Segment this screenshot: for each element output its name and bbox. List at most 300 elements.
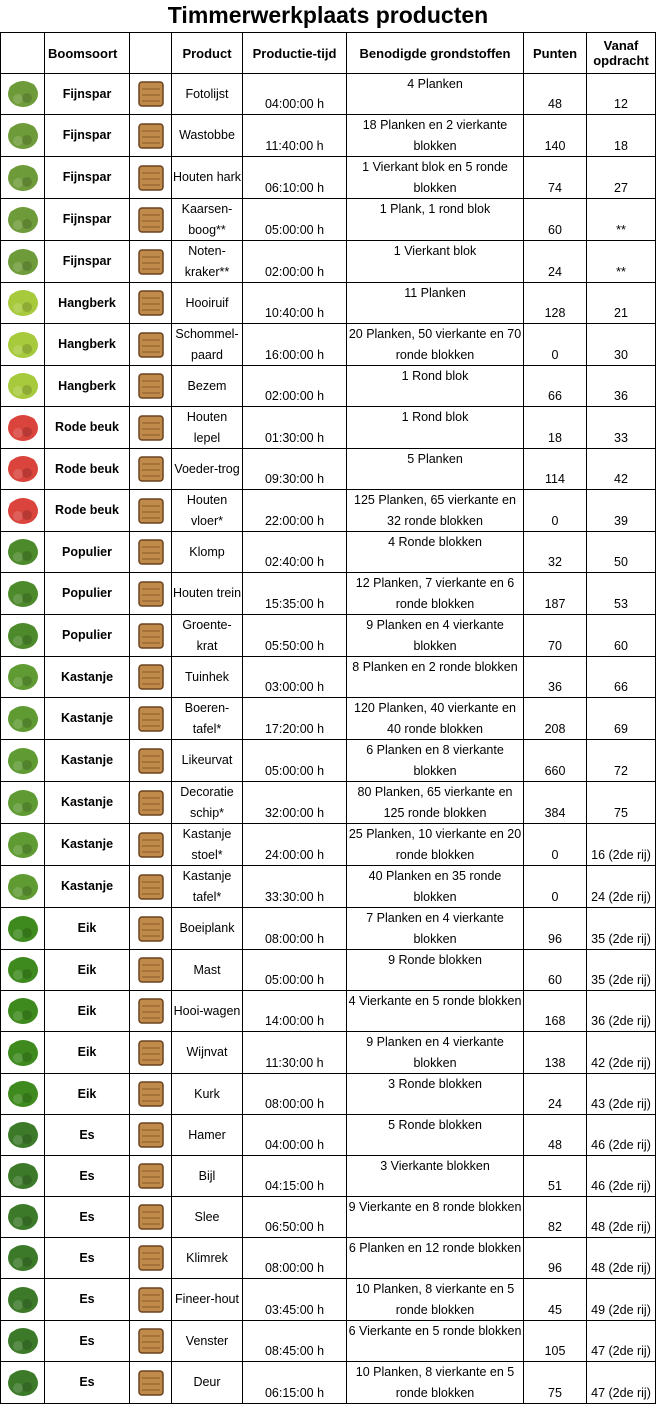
tree-image-cell xyxy=(1,283,45,324)
product-name: Mast xyxy=(172,950,243,991)
product-image-cell xyxy=(130,866,172,908)
required-materials: 1 Vierkant blok xyxy=(347,241,524,283)
production-time: 04:00:00 h xyxy=(243,1115,347,1156)
points: 60 xyxy=(524,950,587,991)
product-name: Wastobbe xyxy=(172,115,243,157)
product-name: Bezem xyxy=(172,366,243,407)
table-row xyxy=(1,1115,656,1156)
product-image-cell xyxy=(130,573,172,615)
table-row xyxy=(1,1074,656,1115)
climbing-frame-icon xyxy=(132,1240,170,1276)
candle-arch-icon xyxy=(132,202,170,238)
product-name: Hamer xyxy=(172,1115,243,1156)
production-time: 16:00:00 h xyxy=(243,324,347,366)
washtub-icon xyxy=(132,118,170,154)
product-name: Tuinhek xyxy=(172,657,243,698)
required-materials: 5 Ronde blokken xyxy=(347,1115,524,1156)
product-name: Noten-kraker** xyxy=(172,241,243,283)
product-image-cell xyxy=(130,615,172,657)
required-materials: 125 Planken, 65 vierkante en 32 ronde blokken xyxy=(347,490,524,532)
product-image-cell xyxy=(130,1362,172,1404)
points: 70 xyxy=(524,615,587,657)
tree-image-cell xyxy=(1,324,45,366)
product-name: Boeiplank xyxy=(172,908,243,950)
product-name: Wijnvat xyxy=(172,1032,243,1074)
tree-image-cell xyxy=(1,657,45,698)
tree-image-cell xyxy=(1,366,45,407)
required-materials: 4 Ronde blokken xyxy=(347,532,524,573)
points: 138 xyxy=(524,1032,587,1074)
table-row xyxy=(1,366,656,407)
from-quest: 72 xyxy=(587,740,656,782)
points: 24 xyxy=(524,241,587,283)
production-time: 15:35:00 h xyxy=(243,573,347,615)
tree-image-cell xyxy=(1,449,45,490)
tree-image-cell xyxy=(1,1032,45,1074)
required-materials: 6 Vierkante en 5 ronde blokken xyxy=(347,1321,524,1362)
points: 82 xyxy=(524,1197,587,1238)
from-quest: 33 xyxy=(587,407,656,449)
tree-species: Es xyxy=(45,1156,130,1197)
table-row xyxy=(1,283,656,324)
tree-image-cell xyxy=(1,866,45,908)
tree-icon xyxy=(5,203,41,237)
tree-icon xyxy=(5,1366,41,1400)
required-materials: 3 Ronde blokken xyxy=(347,1074,524,1115)
required-materials: 7 Planken en 4 vierkante blokken xyxy=(347,908,524,950)
product-name: Houten vloer* xyxy=(172,490,243,532)
tree-species: Eik xyxy=(45,991,130,1032)
table-row xyxy=(1,490,656,532)
production-time: 17:20:00 h xyxy=(243,698,347,740)
tree-species: Hangberk xyxy=(45,283,130,324)
vegetable-crate-icon xyxy=(132,618,170,654)
product-name: Fineer-hout xyxy=(172,1279,243,1321)
nutcracker-icon xyxy=(132,244,170,280)
tree-icon xyxy=(5,702,41,736)
product-image-cell xyxy=(130,241,172,283)
from-quest: 43 (2de rij) xyxy=(587,1074,656,1115)
production-time: 05:50:00 h xyxy=(243,615,347,657)
tree-icon xyxy=(5,119,41,153)
from-quest: 47 (2de rij) xyxy=(587,1321,656,1362)
table-row xyxy=(1,1156,656,1197)
tree-image-cell xyxy=(1,615,45,657)
production-time: 06:15:00 h xyxy=(243,1362,347,1404)
table-row xyxy=(1,950,656,991)
tree-icon xyxy=(5,1036,41,1070)
from-quest: 30 xyxy=(587,324,656,366)
tree-species: Rode beuk xyxy=(45,490,130,532)
tree-icon xyxy=(5,161,41,195)
table-row xyxy=(1,157,656,199)
product-name: Hooiruif xyxy=(172,283,243,324)
required-materials: 5 Planken xyxy=(347,449,524,490)
tree-icon xyxy=(5,77,41,111)
tree-image-cell xyxy=(1,1321,45,1362)
product-image-cell xyxy=(130,1321,172,1362)
tree-icon xyxy=(5,744,41,778)
tree-image-cell xyxy=(1,1279,45,1321)
from-quest: 75 xyxy=(587,782,656,824)
tree-image-cell xyxy=(1,115,45,157)
from-quest: 16 (2de rij) xyxy=(587,824,656,866)
from-quest: 35 (2de rij) xyxy=(587,908,656,950)
tree-image-cell xyxy=(1,1362,45,1404)
product-name: Kurk xyxy=(172,1074,243,1115)
production-time: 03:45:00 h xyxy=(243,1279,347,1321)
product-name: Houten trein xyxy=(172,573,243,615)
tree-species: Kastanje xyxy=(45,824,130,866)
points: 32 xyxy=(524,532,587,573)
product-image-cell xyxy=(130,283,172,324)
product-image-cell xyxy=(130,366,172,407)
tree-image-cell xyxy=(1,824,45,866)
product-name: Slee xyxy=(172,1197,243,1238)
tree-icon xyxy=(5,1241,41,1275)
tree-species: Hangberk xyxy=(45,324,130,366)
tree-image-cell xyxy=(1,241,45,283)
plank-icon xyxy=(132,911,170,947)
required-materials: 1 Rond blok xyxy=(347,366,524,407)
tree-icon xyxy=(5,1118,41,1152)
tree-icon xyxy=(5,1200,41,1234)
points: 45 xyxy=(524,1279,587,1321)
from-quest: 24 (2de rij) xyxy=(587,866,656,908)
table-row xyxy=(1,407,656,449)
header-production-time: Productie-tijd xyxy=(243,33,347,74)
page-title: Timmerwerkplaats producten xyxy=(167,2,489,28)
required-materials: 10 Planken, 8 vierkante en 5 ronde blokken xyxy=(347,1279,524,1321)
from-quest: 27 xyxy=(587,157,656,199)
from-quest: 50 xyxy=(587,532,656,573)
product-image-cell xyxy=(130,449,172,490)
hammer-icon xyxy=(132,1117,170,1153)
product-name: Fotolijst xyxy=(172,74,243,115)
tree-species: Eik xyxy=(45,1032,130,1074)
tree-icon xyxy=(5,286,41,320)
tree-image-cell xyxy=(1,1197,45,1238)
product-image-cell xyxy=(130,824,172,866)
points: 0 xyxy=(524,824,587,866)
required-materials: 120 Planken, 40 vierkante en 40 ronde blokken xyxy=(347,698,524,740)
header-row xyxy=(1,33,656,74)
product-image-cell xyxy=(130,490,172,532)
tree-icon xyxy=(5,994,41,1028)
product-name: Kastanje stoel* xyxy=(172,824,243,866)
product-image-cell xyxy=(130,74,172,115)
tree-image-cell xyxy=(1,199,45,241)
product-name: Voeder-trog xyxy=(172,449,243,490)
hay-wagon-icon xyxy=(132,993,170,1029)
tree-icon xyxy=(5,1324,41,1358)
product-name: Hooi-wagen xyxy=(172,991,243,1032)
product-name: Klomp xyxy=(172,532,243,573)
points: 75 xyxy=(524,1362,587,1404)
tree-species: Populier xyxy=(45,532,130,573)
points: 18 xyxy=(524,407,587,449)
ship-icon xyxy=(132,785,170,821)
tree-species: Kastanje xyxy=(45,698,130,740)
table-row xyxy=(1,241,656,283)
broom-icon xyxy=(132,368,170,404)
tree-icon xyxy=(5,452,41,486)
table-row xyxy=(1,573,656,615)
from-quest: ** xyxy=(587,241,656,283)
tree-image-cell xyxy=(1,908,45,950)
tree-icon xyxy=(5,411,41,445)
product-name: Bijl xyxy=(172,1156,243,1197)
tree-species: Fijnspar xyxy=(45,241,130,283)
tree-icon xyxy=(5,828,41,862)
required-materials: 1 Rond blok xyxy=(347,407,524,449)
production-time: 01:30:00 h xyxy=(243,407,347,449)
tree-icon xyxy=(5,1077,41,1111)
tree-icon xyxy=(5,328,41,362)
tree-image-cell xyxy=(1,950,45,991)
barrel-icon xyxy=(132,743,170,779)
tree-image-cell xyxy=(1,782,45,824)
required-materials: 12 Planken, 7 vierkante en 6 ronde blokken xyxy=(347,573,524,615)
product-name: Kaarsen-boog** xyxy=(172,199,243,241)
tree-species: Rode beuk xyxy=(45,449,130,490)
points: 74 xyxy=(524,157,587,199)
product-image-cell xyxy=(130,1115,172,1156)
points: 208 xyxy=(524,698,587,740)
product-image-cell xyxy=(130,991,172,1032)
from-quest: 66 xyxy=(587,657,656,698)
required-materials: 8 Planken en 2 ronde blokken xyxy=(347,657,524,698)
from-quest: 39 xyxy=(587,490,656,532)
production-time: 08:00:00 h xyxy=(243,1238,347,1279)
tree-image-cell xyxy=(1,407,45,449)
production-time: 32:00:00 h xyxy=(243,782,347,824)
product-image-cell xyxy=(130,1197,172,1238)
from-quest: 47 (2de rij) xyxy=(587,1362,656,1404)
points: 105 xyxy=(524,1321,587,1362)
required-materials: 20 Planken, 50 vierkante en 70 ronde blokken xyxy=(347,324,524,366)
points: 140 xyxy=(524,115,587,157)
header-from-quest: Vanaf opdracht xyxy=(587,33,656,74)
points: 0 xyxy=(524,490,587,532)
production-time: 05:00:00 h xyxy=(243,740,347,782)
tree-image-cell xyxy=(1,1238,45,1279)
production-time: 05:00:00 h xyxy=(243,950,347,991)
production-time: 06:50:00 h xyxy=(243,1197,347,1238)
points: 0 xyxy=(524,866,587,908)
from-quest: 36 (2de rij) xyxy=(587,991,656,1032)
tree-icon xyxy=(5,535,41,569)
chair-icon xyxy=(132,827,170,863)
required-materials: 10 Planken, 8 vierkante en 5 ronde blokken xyxy=(347,1362,524,1404)
production-time: 14:00:00 h xyxy=(243,991,347,1032)
from-quest: 53 xyxy=(587,573,656,615)
spoon-icon xyxy=(132,410,170,446)
product-name: Venster xyxy=(172,1321,243,1362)
tree-image-cell xyxy=(1,157,45,199)
tree-species: Populier xyxy=(45,615,130,657)
from-quest: 46 (2de rij) xyxy=(587,1156,656,1197)
products-table xyxy=(0,32,656,1404)
production-time: 02:00:00 h xyxy=(243,241,347,283)
product-name: Groente-krat xyxy=(172,615,243,657)
table-row xyxy=(1,1032,656,1074)
from-quest: 18 xyxy=(587,115,656,157)
product-image-cell xyxy=(130,657,172,698)
tree-icon xyxy=(5,245,41,279)
from-quest: 48 (2de rij) xyxy=(587,1238,656,1279)
tree-icon xyxy=(5,1159,41,1193)
tree-species: Fijnspar xyxy=(45,199,130,241)
tree-species: Kastanje xyxy=(45,657,130,698)
table-row xyxy=(1,1238,656,1279)
points: 51 xyxy=(524,1156,587,1197)
required-materials: 80 Planken, 65 vierkante en 125 ronde blokken xyxy=(347,782,524,824)
rake-icon xyxy=(132,160,170,196)
tree-icon xyxy=(5,912,41,946)
product-name: Likeurvat xyxy=(172,740,243,782)
required-materials: 1 Vierkant blok en 5 ronde blokken xyxy=(347,157,524,199)
required-materials: 40 Planken en 35 ronde blokken xyxy=(347,866,524,908)
from-quest: 46 (2de rij) xyxy=(587,1115,656,1156)
required-materials: 6 Planken en 12 ronde blokken xyxy=(347,1238,524,1279)
from-quest: 69 xyxy=(587,698,656,740)
tree-species: Eik xyxy=(45,950,130,991)
product-name: Houten hark xyxy=(172,157,243,199)
product-image-cell xyxy=(130,115,172,157)
points: 48 xyxy=(524,1115,587,1156)
table-row xyxy=(1,199,656,241)
table-row xyxy=(1,991,656,1032)
header-tree: Boomsoort xyxy=(45,33,130,74)
tree-icon xyxy=(5,619,41,653)
production-time: 05:00:00 h xyxy=(243,199,347,241)
tree-icon xyxy=(5,1283,41,1317)
table-row xyxy=(1,698,656,740)
points: 36 xyxy=(524,657,587,698)
production-time: 02:40:00 h xyxy=(243,532,347,573)
product-image-cell xyxy=(130,908,172,950)
tree-icon xyxy=(5,660,41,694)
production-time: 22:00:00 h xyxy=(243,490,347,532)
garden-fence-icon xyxy=(132,659,170,695)
tree-image-cell xyxy=(1,532,45,573)
table-row xyxy=(1,657,656,698)
production-time: 08:00:00 h xyxy=(243,1074,347,1115)
product-name: Kastanje tafel* xyxy=(172,866,243,908)
product-image-cell xyxy=(130,1279,172,1321)
points: 660 xyxy=(524,740,587,782)
production-time: 11:40:00 h xyxy=(243,115,347,157)
table-row xyxy=(1,782,656,824)
points: 384 xyxy=(524,782,587,824)
required-materials: 3 Vierkante blokken xyxy=(347,1156,524,1197)
table-row xyxy=(1,532,656,573)
tree-species: Populier xyxy=(45,573,130,615)
from-quest: 36 xyxy=(587,366,656,407)
points: 96 xyxy=(524,1238,587,1279)
from-quest: 35 (2de rij) xyxy=(587,950,656,991)
mast-icon xyxy=(132,952,170,988)
product-name: Decoratie schip* xyxy=(172,782,243,824)
production-time: 03:00:00 h xyxy=(243,657,347,698)
hay-rack-icon xyxy=(132,285,170,321)
table-row xyxy=(1,324,656,366)
tree-image-cell xyxy=(1,573,45,615)
product-image-cell xyxy=(130,950,172,991)
tree-icon xyxy=(5,953,41,987)
table-row xyxy=(1,115,656,157)
required-materials: 18 Planken en 2 vierkante blokken xyxy=(347,115,524,157)
product-name: Houten lepel xyxy=(172,407,243,449)
tree-species: Kastanje xyxy=(45,782,130,824)
tree-image-cell xyxy=(1,1115,45,1156)
from-quest: ** xyxy=(587,199,656,241)
product-image-cell xyxy=(130,782,172,824)
table-row xyxy=(1,740,656,782)
required-materials: 9 Planken en 4 vierkante blokken xyxy=(347,1032,524,1074)
door-icon xyxy=(132,1365,170,1401)
toy-train-icon xyxy=(132,576,170,612)
required-materials: 9 Planken en 4 vierkante blokken xyxy=(347,615,524,657)
product-name: Boeren-tafel* xyxy=(172,698,243,740)
required-materials: 25 Planken, 10 vierkante en 20 ronde blokken xyxy=(347,824,524,866)
table-row xyxy=(1,74,656,115)
required-materials: 11 Planken xyxy=(347,283,524,324)
production-time: 02:00:00 h xyxy=(243,366,347,407)
header-materials: Benodigde grondstoffen xyxy=(347,33,524,74)
tree-image-cell xyxy=(1,740,45,782)
tree-image-cell xyxy=(1,991,45,1032)
tree-species: Rode beuk xyxy=(45,407,130,449)
table-row xyxy=(1,1197,656,1238)
points: 66 xyxy=(524,366,587,407)
points: 168 xyxy=(524,991,587,1032)
tree-icon xyxy=(5,577,41,611)
points: 187 xyxy=(524,573,587,615)
production-time: 11:30:00 h xyxy=(243,1032,347,1074)
window-icon xyxy=(132,1323,170,1359)
production-time: 24:00:00 h xyxy=(243,824,347,866)
required-materials: 9 Vierkante en 8 ronde blokken xyxy=(347,1197,524,1238)
tree-species: Eik xyxy=(45,908,130,950)
tree-species: Es xyxy=(45,1279,130,1321)
tree-species: Es xyxy=(45,1115,130,1156)
required-materials: 9 Ronde blokken xyxy=(347,950,524,991)
table-row xyxy=(1,1321,656,1362)
table-row xyxy=(1,908,656,950)
table-row xyxy=(1,1279,656,1321)
production-time: 08:00:00 h xyxy=(243,908,347,950)
points: 0 xyxy=(524,324,587,366)
production-time: 04:15:00 h xyxy=(243,1156,347,1197)
product-name: Deur xyxy=(172,1362,243,1404)
trough-icon xyxy=(132,451,170,487)
tree-species: Eik xyxy=(45,1074,130,1115)
product-image-cell xyxy=(130,407,172,449)
header-product-image xyxy=(130,33,172,74)
picture-frame-icon xyxy=(132,76,170,112)
points: 24 xyxy=(524,1074,587,1115)
product-image-cell xyxy=(130,324,172,366)
clog-icon xyxy=(132,534,170,570)
points: 96 xyxy=(524,908,587,950)
tree-species: Es xyxy=(45,1321,130,1362)
from-quest: 60 xyxy=(587,615,656,657)
tree-species: Kastanje xyxy=(45,866,130,908)
tree-icon xyxy=(5,870,41,904)
from-quest: 42 (2de rij) xyxy=(587,1032,656,1074)
